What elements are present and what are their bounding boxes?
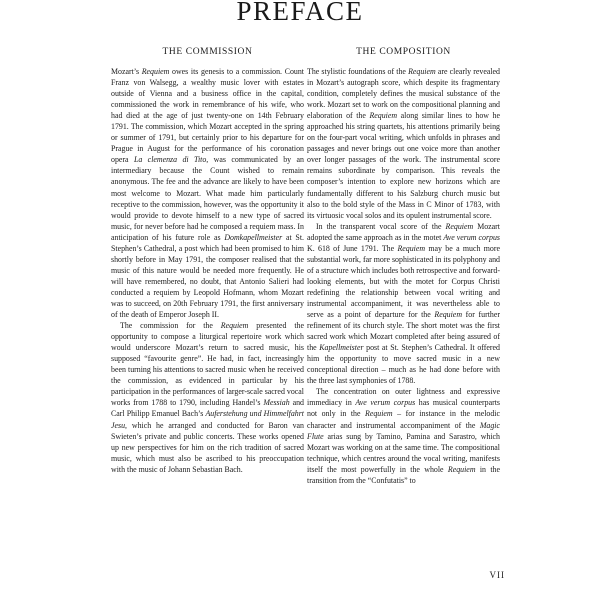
composition-paragraph-3: The concentration on outer lightness and expressive immediacy in Ave verum corpus has musical counterparts not only in the Requiem – for instance in the melodic character and instrumental accompaniment of the Magic Flute arias sung by Tamino, Pamina and Sarastro, which Mozart was working on at the same time. The compositional technique, which centres around the vocal writing, manifests itself the most powerfully in the whole Requiem in the transition from the “Confutatis” to (307, 387, 501, 485)
composition-heading: THE COMPOSITION (356, 47, 451, 57)
commission-paragraph-1: Mozart’s Requiem owes its genesis to a commission. Count Franz von Walsegg, a wealthy music lover with estates outside of Vienna and a business office in the capital, commissioned the work in remembrance of his wife, who had died at the age of just twenty-one on 14th February 1791. The commission, which Mozart accepted in the spring or summer of 1791, but certainly prior to his departure for Prague in August for the performance of his coronation opera La clemenza di Tito, was communicated by an intermediary because the Count wished to remain anonymous. The fee and the advance are likely to have been most welcome to Mozart. What made him particularly receptive to the commission, however, was the opportunity it would provide to devote himself to a new type of sacred music, for never before had he composed a requiem mass. In anticipation of his future role as Domkapellmeister at St. Stephen’s Cathedral, a post which had been promised to him shortly before in May 1791, the composer realised that the music of this nature would be needed more frequently. He will have remembered, no doubt, that Antonio Salieri had conducted a requiem by Leopold Hofmann, whom Mozart was to succeed, on 20th February 1791, the first anniversary of the death of Emperor Joseph II. (111, 67, 304, 320)
italic-title: Auferstehung und Himmelfahrt Jesu (111, 409, 304, 430)
commission-paragraph-2: The commission for the Requiem presented the opportunity to compose a liturgical repertoire work which would underscore Mozart’s return to sacred music, his supposed “favourite genre”. He had, in fact, increasingly been turning his attentions to sacred music when he received the commission, as evidenced in particular by his participation in the performances of larger-scale sacred vocal works from 1788 to 1790, including Handel’s Messiah and Carl Philipp Emanuel Bach’s Auferstehung und Himmelfahrt Jesu, which he arranged and conducted for Baron van Swieten’s private and public concerts. These works opened up new perspectives for him on the rich tradition of sacred music, which must also be ascribed to his preoccupation with the music of Johann Sebastian Bach. (111, 321, 305, 474)
italic-title: Domkapellmeister (224, 232, 283, 242)
italic-title: Kapellmeister (319, 343, 364, 353)
italic-title: Messiah (263, 398, 290, 408)
page-number: VII (489, 570, 505, 580)
italic-title: Requiem (397, 243, 426, 253)
italic-title: Ave verum corpus (443, 232, 500, 242)
italic-title: Requiem (434, 310, 463, 320)
italic-title: Ave verum corpus (355, 398, 416, 408)
page-title: PREFACE (236, 0, 364, 26)
italic-title: Requiem (220, 321, 249, 331)
italic-title: Requiem (369, 111, 398, 121)
italic-title: Requiem (365, 409, 393, 419)
composition-column (307, 46, 500, 486)
commission-heading: THE COMMISSION (162, 47, 253, 57)
italic-title: Requiem (408, 67, 436, 76)
italic-title: Magic Flute (307, 420, 500, 441)
italic-title: Requiem (445, 221, 474, 231)
italic-title: Requiem (447, 464, 476, 474)
italic-title: Requiem (141, 67, 170, 76)
composition-paragraph-1: The stylistic foundations of the Requiem are clearly revealed in Mozart’s autograph score, which despite its fragmentary condition, completely defines the musical substance of the work. Mozart set to work on the compositional planning and elaboration of the Requiem along similar lines to how he approached his string quartets, his attentions primarily being on the four-part vocal writing, which unfolds in phrases and passages and never brings out one voice more than another over longer passages of the work. The instrumental score remains subordinate by comparison. This reveals the composer’s intention to explore new horizons which are fundamentally different to his Salzburg church music but also to the bold style of the Mass in C Minor of 1783, with its virtuosic vocal solos and its opulent instrumental score. (307, 67, 501, 220)
composition-paragraph-2: In the transparent vocal score of the Requiem Mozart adopted the same approach as in the motet Ave verum corpus K. 618 of June 1791. The Requiem may be a much more substantial work, far more sophisticated in its polyphony and of a structure which includes both retrospective and forward-looking elements, but with the motet for Corpus Christi redefining the relationship between vocal writing and instrumental accompaniment, it was nevertheless able to serve as a point of departure for the Requiem for further refinement of its church style. The short motet was the first sacred work which Mozart completed after being assured of the Kapellmeister post at St. Stephen’s Cathedral. It offered him the opportunity to move sacred music in a new conceptional direction – much as he had done before with the three last symphonies of 1788. (307, 221, 500, 386)
commission-column (111, 46, 304, 475)
italic-title: La clemenza di Tito (133, 155, 207, 165)
